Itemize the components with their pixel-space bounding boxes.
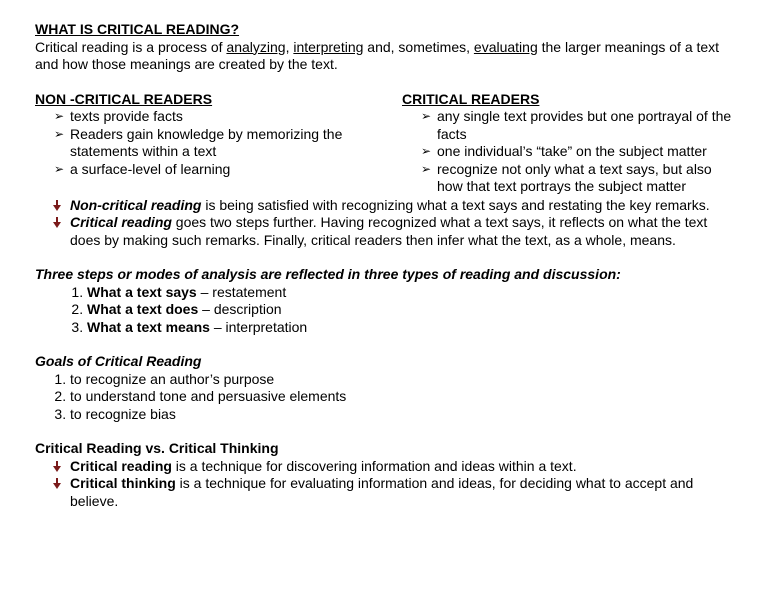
intro-text-3: and, sometimes,: [363, 38, 474, 55]
critical-column: [402, 91, 737, 196]
list-item: [419, 143, 737, 161]
list-item: [87, 319, 735, 337]
list-item: [52, 126, 375, 161]
arrow-bullet-icon: ➢: [54, 109, 65, 123]
term-interpreting: interpreting: [293, 38, 364, 55]
arrow-bullet-icon: ➢: [421, 161, 432, 176]
steps-heading: Three steps or modes of analysis are reflected in three types of reading and discussion:: [35, 266, 621, 282]
non-critical-column: [35, 91, 375, 179]
versus-list: [35, 458, 735, 511]
down-arrow-bullet-icon: [52, 217, 62, 229]
page-title: WHAT IS CRITICAL READING?: [35, 21, 240, 37]
list-item-text: Readers gain knowledge by memorizing the statements within a text: [70, 125, 343, 159]
steps-list: [35, 284, 735, 337]
versus-text: is a technique for discovering information and ideas within a text.: [171, 457, 577, 474]
list-item: [52, 108, 375, 126]
list-item: [87, 284, 735, 302]
versus-term: Critical reading: [70, 457, 172, 474]
arrow-bullet-icon: ➢: [421, 109, 432, 123]
term-evaluating: evaluating: [473, 38, 538, 55]
definitions-list: [35, 197, 735, 250]
list-item: 2. to understand tone and persuasive elements: [70, 388, 735, 406]
step-term: What a text does: [87, 301, 199, 317]
list-item: [419, 108, 737, 143]
term-analyzing: analyzing: [226, 38, 286, 55]
definition-text: is being satisfied with recognizing what a text says and restating the key remarks.: [201, 196, 710, 213]
list-item: [52, 197, 735, 215]
list-item: [52, 458, 735, 476]
step-desc: – description: [198, 301, 282, 317]
down-arrow-bullet-icon: [52, 478, 62, 490]
down-arrow-bullet-icon: [52, 200, 62, 212]
goals-list: [35, 371, 735, 424]
list-item: 3. to recognize bias: [70, 406, 735, 424]
intro-text-4: the larger meanings of a text and how those meanings are created by the text.: [35, 38, 720, 72]
down-arrow-bullet-icon: [52, 461, 62, 473]
versus-term: Critical thinking: [70, 475, 176, 491]
document-page: [35, 21, 735, 510]
list-item: [87, 301, 735, 319]
list-item: [419, 161, 737, 196]
list-item: [52, 214, 735, 249]
step-term: What a text says: [87, 283, 197, 300]
arrow-bullet-icon: ➢: [54, 126, 65, 141]
list-item-text: texts provide facts: [70, 108, 183, 124]
critical-list: [402, 108, 737, 196]
versus-text: is a technique for evaluating information and ideas, for deciding what to accept and believe.: [70, 475, 694, 509]
step-desc: – restatement: [196, 283, 287, 300]
comparison-columns: [35, 91, 735, 197]
intro-paragraph: [35, 39, 735, 74]
list-item-text: one individual’s “take” on the subject matter: [437, 143, 707, 159]
list-item: 1. to recognize an author’s purpose: [70, 371, 735, 389]
arrow-bullet-icon: ➢: [54, 161, 65, 176]
intro-text-2: ,: [285, 38, 294, 55]
step-term: What a text means: [87, 318, 210, 335]
non-critical-list: [35, 108, 375, 178]
list-item: [52, 475, 735, 510]
goals-heading: Goals of Critical Reading: [35, 353, 202, 369]
list-item-text: a surface-level of learning: [70, 160, 231, 177]
definition-text: goes two steps further. Having recognized what a text says, it reflects on what the text does by making such remarks. Finally, critical readers then infer what the text, as a whole, means.: [70, 214, 708, 248]
list-item-text: any single text provides but one portrayal of the facts: [437, 108, 732, 142]
critical-heading: CRITICAL READERS: [402, 90, 540, 107]
non-critical-heading: NON -CRITICAL READERS: [35, 90, 213, 107]
step-desc: – interpretation: [209, 318, 308, 335]
versus-heading: Critical Reading vs. Critical Thinking: [35, 440, 279, 456]
arrow-bullet-icon: ➢: [421, 144, 432, 158]
list-item: [52, 161, 375, 179]
definition-term: Non-critical reading: [70, 196, 202, 213]
intro-text-1: Critical reading is a process of: [35, 38, 227, 55]
definition-term: Critical reading: [70, 214, 172, 230]
list-item-text: recognize not only what a text says, but also how that text portrays the subject matter: [437, 160, 712, 194]
